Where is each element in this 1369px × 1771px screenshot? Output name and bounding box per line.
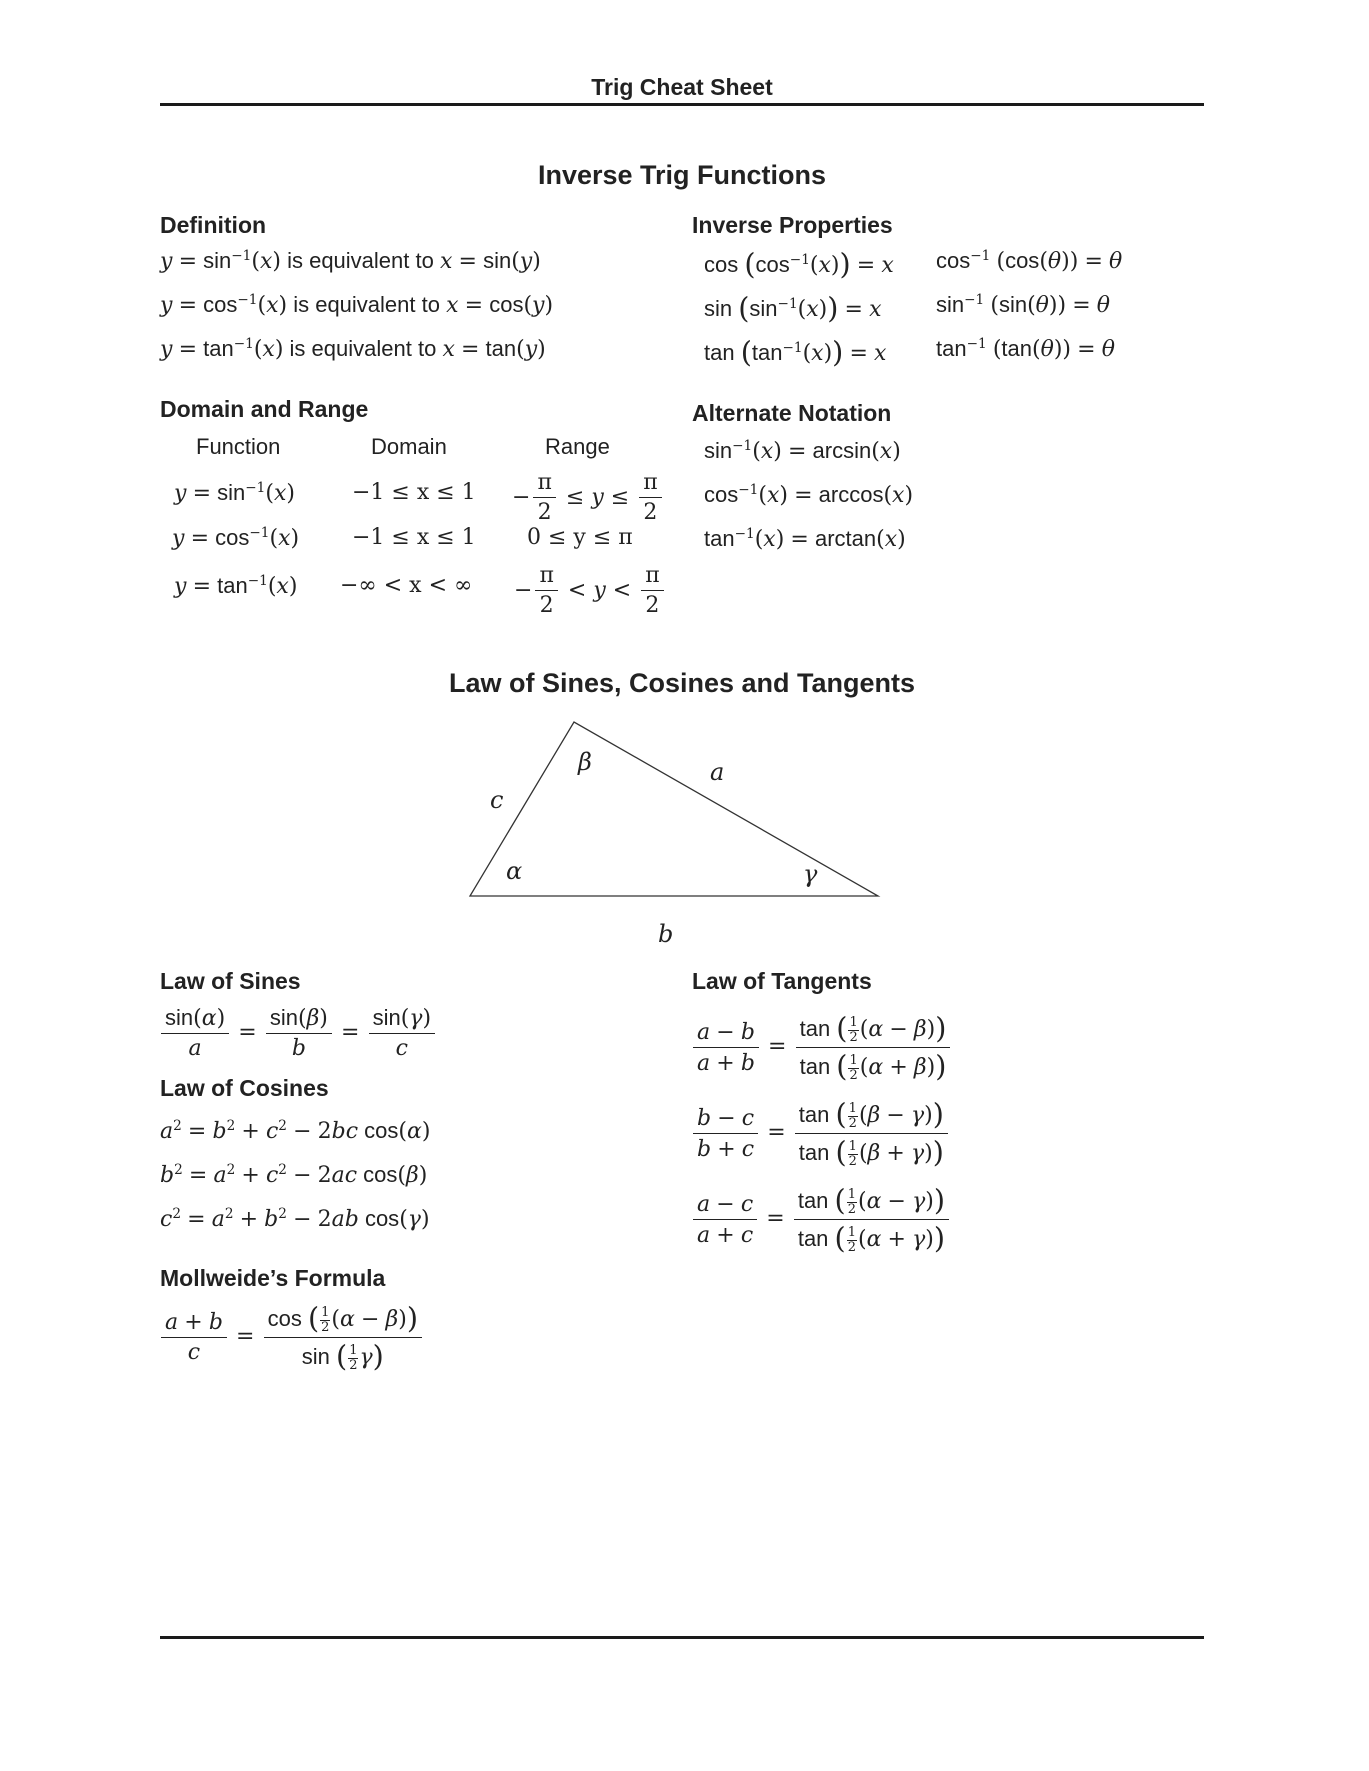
law-of-sines-heading: Law of Sines (160, 968, 301, 994)
angle-alpha-label: α (506, 857, 523, 885)
law-of-sines-formula: $\frac{\sin(\alpha)}{a}$ = $\frac{\sin(\beta)}{b}$ = $\frac{\sin(\gamma)}{c}$ (158, 1003, 438, 1064)
alternate-notation-block (704, 437, 914, 572)
alternate-row: $\sin^{-1}(x) = \arcsin(x)$ (704, 437, 901, 464)
property-row: $\tan^{-1} (\tan(\theta)) = \theta$ (936, 335, 1115, 362)
range-value: − $\frac{\pi}{2}$ < y < $\frac{\pi}{2}$ (514, 561, 667, 621)
range-value: − $\frac{\pi}{2}$ ≤ y ≤ $\frac{\pi}{2}$ (512, 468, 665, 528)
property-row: $\tan (\tan^{-1}(x)) = x$ (704, 335, 887, 369)
domain-value: −1 ≤ x ≤ 1 (352, 525, 476, 550)
column-header-domain: Domain (371, 434, 447, 459)
tangent-row: $\frac{a - b}{a + b}$ = tan ( $\frac{1}{2}$ (α − β)) tan ( $\frac{1}{2}$ (α + β)) (690, 1010, 953, 1085)
definition-row: $y = \tan^{-1}(x)$ is equivalent to x = tan(y) (160, 335, 546, 362)
section-title-laws: Law of Sines, Cosines and Tangents (448, 668, 916, 698)
column-header-range: Range (545, 434, 610, 459)
cosine-row: $a^2 = b^2 + c^2 - 2bc$ cos(α) (160, 1117, 431, 1144)
definition-row: $y = \sin^{-1}(x)$ is equivalent to x = sin(y) (160, 247, 541, 274)
law-of-cosines-heading: Law of Cosines (160, 1075, 329, 1101)
tangent-row: $\frac{a - c}{a + c}$ = tan ( $\frac{1}{2}$ (α − γ)) tan ( $\frac{1}{2}$ (α + γ)) (690, 1182, 952, 1257)
definition-heading: Definition (160, 212, 267, 238)
header-rule (160, 103, 1204, 106)
angle-beta-label: β (578, 748, 592, 776)
mollweide-heading: Mollweide’s Formula (160, 1265, 386, 1291)
property-row: $\sin^{-1} (\sin(\theta)) = \theta$ (936, 291, 1111, 318)
mollweide-formula: $\frac{a + b}{c}$ = cos ( $\frac{1}{2}$ (α − β)) sin ( $\frac{1}{2}$ γ) (158, 1300, 425, 1375)
cosine-row: $b^2 = a^2 + c^2 - 2ac$ cos(β) (160, 1161, 428, 1188)
side-a-label: a (710, 758, 725, 786)
domain-range-function: $y = \cos^{-1}(x)$ (172, 524, 300, 551)
law-of-tangents-heading: Law of Tangents (692, 968, 872, 994)
inverse-properties-right (936, 247, 1123, 382)
domain-range-function: $y = \sin^{-1}(x)$ (174, 479, 295, 506)
alternate-row: $\tan^{-1}(x) = \arctan(x)$ (704, 525, 906, 552)
side-c-label: c (490, 786, 504, 814)
section-title-inverse: Inverse Trig Functions (537, 160, 827, 190)
domain-value: −∞ < x < ∞ (340, 573, 473, 598)
triangle-diagram (440, 700, 900, 960)
definition-row: $y = \cos^{-1}(x)$ is equivalent to x = cos(y) (160, 291, 554, 318)
definition-block (160, 247, 554, 382)
footer-rule (160, 1636, 1204, 1639)
alternate-row: $\cos^{-1}(x) = \arccos(x)$ (704, 481, 914, 508)
property-row: $\cos (\cos^{-1}(x)) = x$ (704, 247, 894, 281)
inverse-properties-left (704, 247, 894, 382)
property-row: $\sin (\sin^{-1}(x)) = x$ (704, 291, 882, 325)
domain-range-heading: Domain and Range (160, 396, 369, 422)
cosine-row: $c^2 = a^2 + b^2 - 2ab$ cos(γ) (160, 1205, 430, 1232)
inverse-properties-heading: Inverse Properties (692, 212, 893, 238)
range-value: 0 ≤ y ≤ π (527, 525, 633, 550)
column-header-function: Function (196, 434, 281, 459)
tangent-row: $\frac{b - c}{b + c}$ = tan ( $\frac{1}{2}$ (β − γ)) tan ( $\frac{1}{2}$ (β + γ)) (690, 1096, 951, 1171)
property-row: $\cos^{-1} (\cos(\theta)) = \theta$ (936, 247, 1123, 274)
law-of-cosines-block (160, 1117, 431, 1252)
side-b-label: b (658, 920, 674, 948)
domain-value: −1 ≤ x ≤ 1 (352, 480, 476, 505)
domain-range-function: $y = \tan^{-1}(x)$ (174, 572, 298, 599)
angle-gamma-label: γ (803, 860, 818, 888)
alternate-notation-heading: Alternate Notation (692, 400, 892, 426)
page-header-title: Trig Cheat Sheet (591, 74, 773, 100)
